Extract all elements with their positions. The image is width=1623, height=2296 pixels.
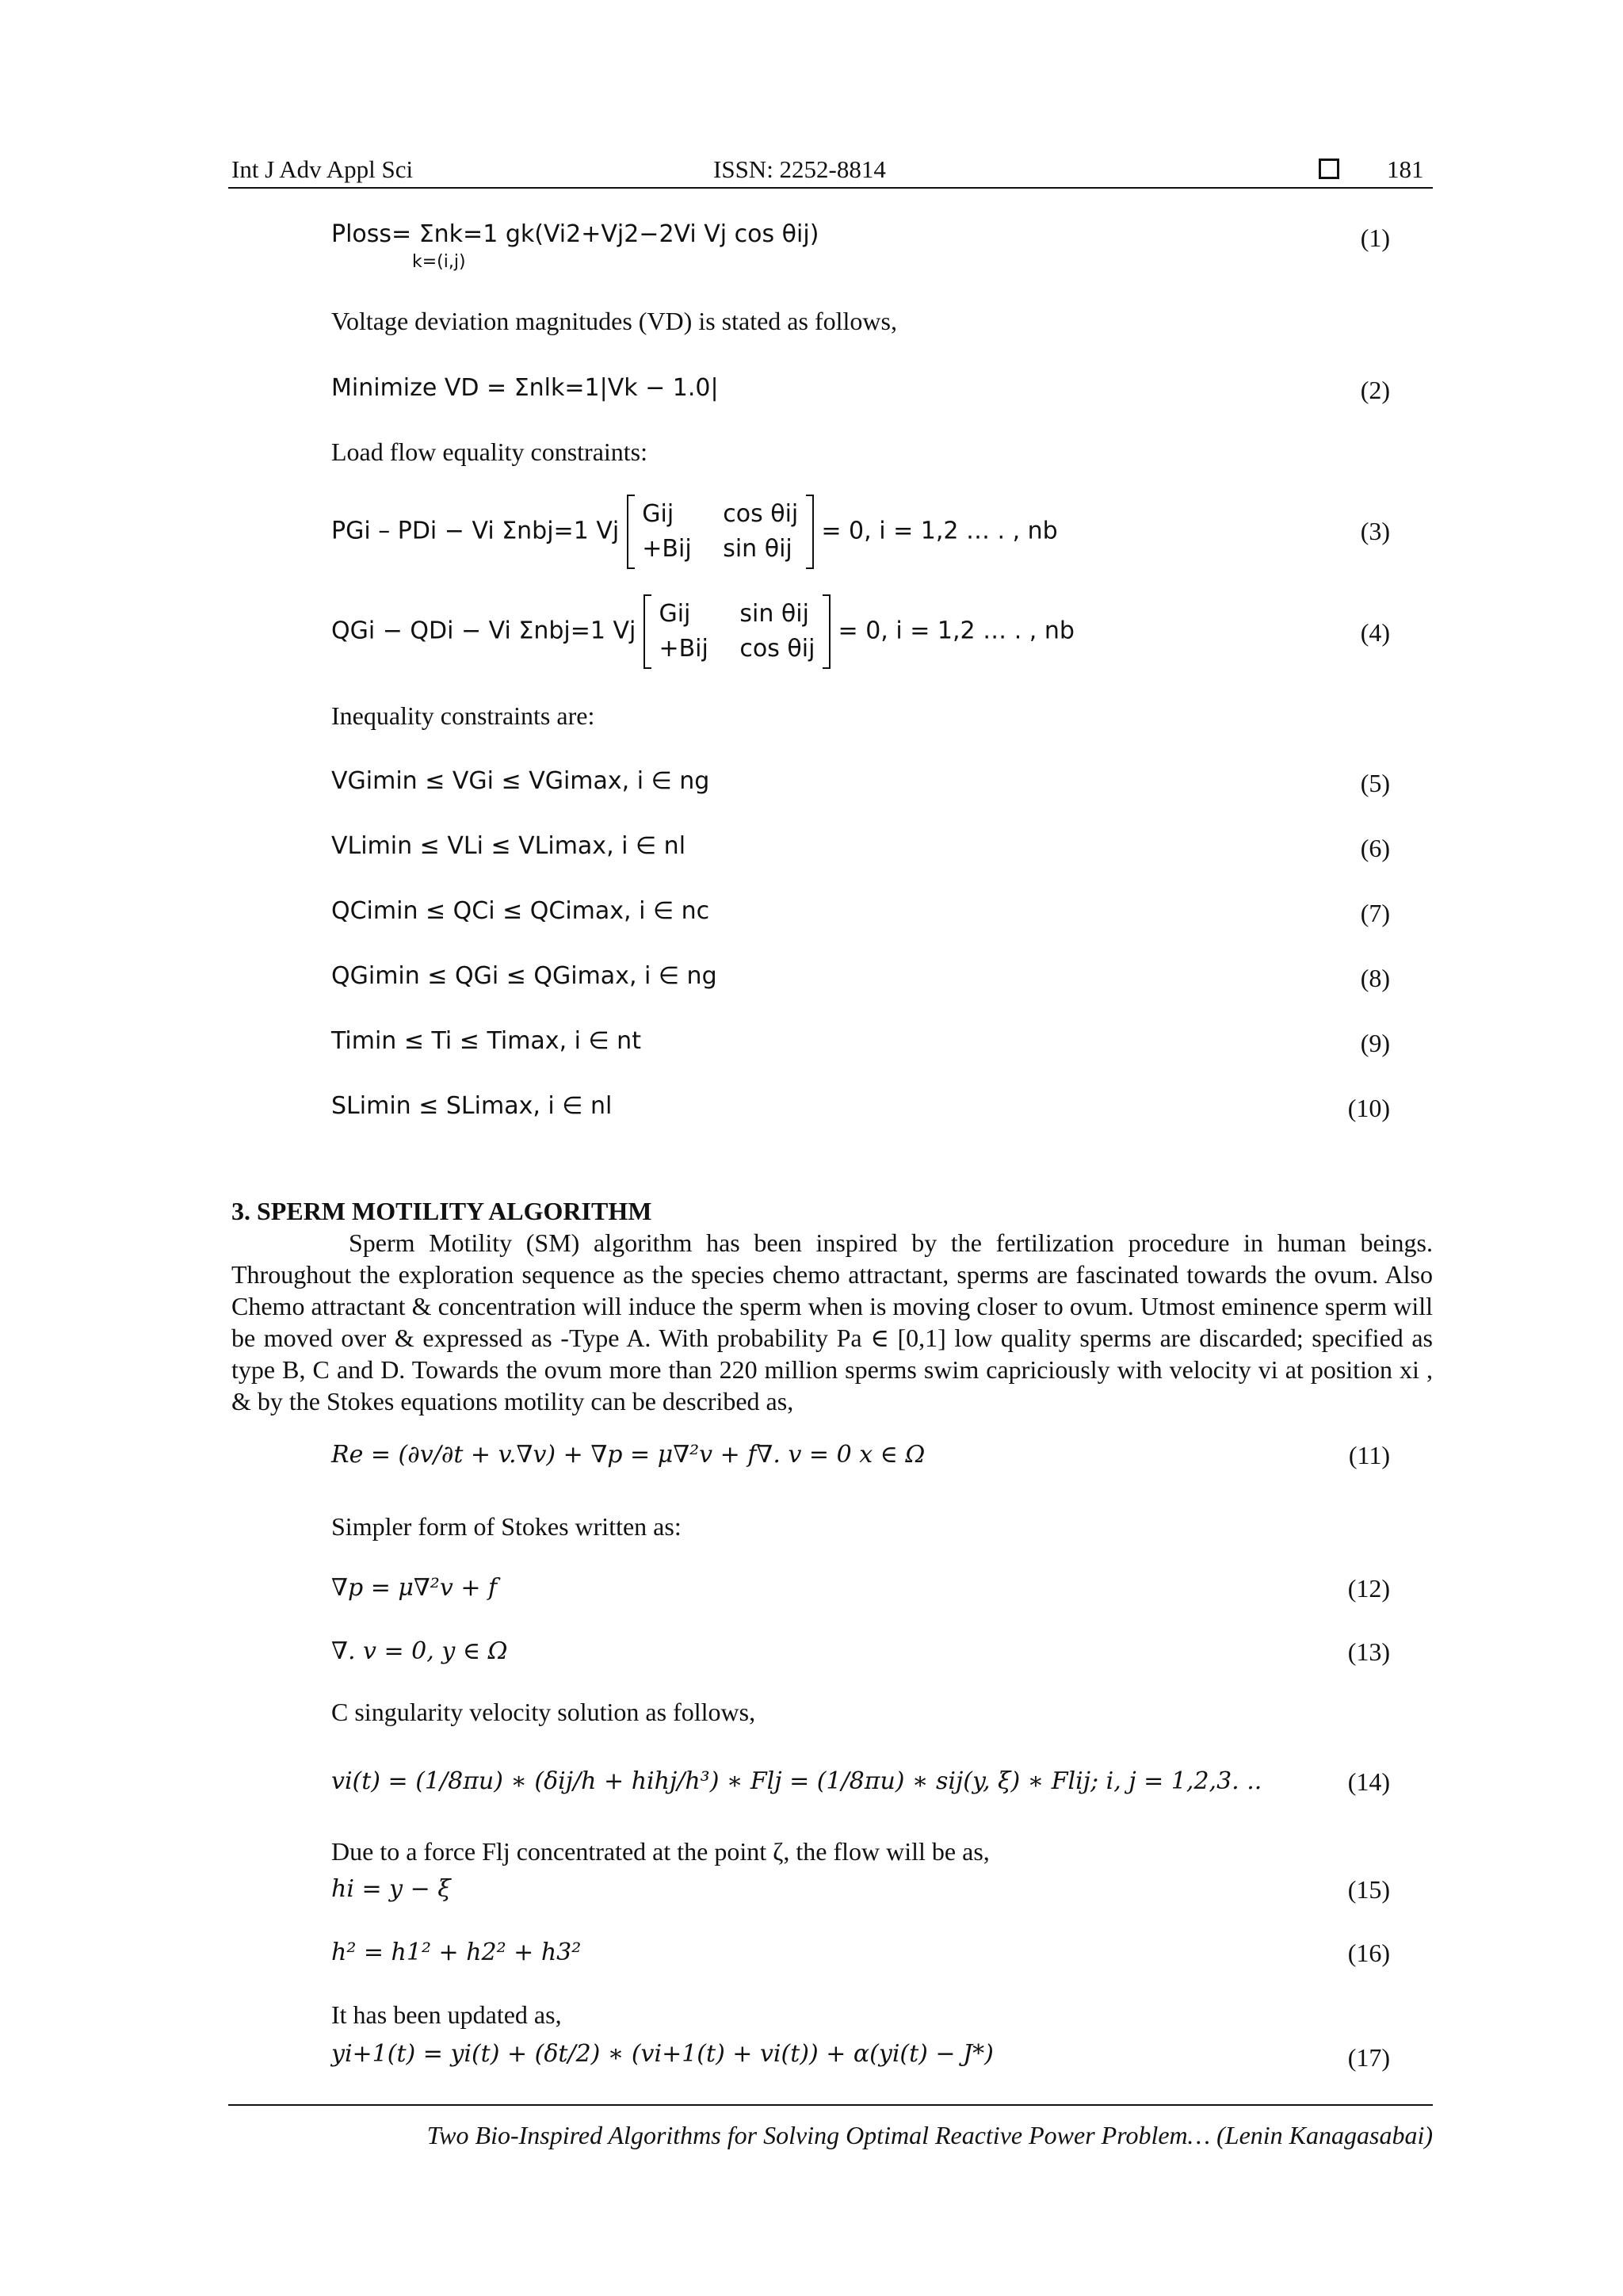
equation-4-matrix-col2	[739, 597, 815, 667]
equation-2-number: (2)	[1360, 376, 1390, 404]
equation-15: hi = y − ξ	[331, 1875, 451, 1903]
equation-3-rhs: = 0, i = 1,2 … . , nb	[821, 517, 1058, 545]
equation-5: VGimin ≤ VGi ≤ VGimax, i ∈ ng	[331, 767, 710, 795]
equation-1	[331, 220, 819, 248]
paragraph-inequality: Inequality constraints are:	[331, 701, 595, 730]
equation-3-number: (3)	[1360, 517, 1390, 545]
equation-3-m22: sin θij	[723, 535, 792, 563]
equation-15-number: (15)	[1347, 1875, 1390, 1904]
journal-name: Int J Adv Appl Sci	[231, 155, 414, 183]
page-number: 181	[1387, 155, 1424, 183]
equation-4-m12: sin θij	[739, 600, 809, 628]
equation-12-number: (12)	[1347, 1574, 1390, 1603]
equation-4-matrix-col1	[659, 597, 708, 667]
equation-3-m21: +Bij	[642, 535, 692, 563]
equation-10-number: (10)	[1347, 1094, 1390, 1122]
section-paragraph: Sperm Motility (SM) algorithm has been inspired by the fertilization procedure in human beings. Throughout the exploration sequence as the species chemo attractant, sperms are fascinated towards the ovum. Also Chemo attractant & concentration will induce the sperm when is moving closer to ovum. Utmost eminence sperm will be moved over & expressed as -Type A. With probability Pa ∈ [0,1] low quality sperms are discarded; specified as type B, C and D. Towards the ovum more than 220 million sperms swim capriciously with velocity vi at position xi , & by the Stokes equations motility can be described as,	[231, 1228, 1433, 1415]
equation-8: QGimin ≤ QGi ≤ QGimax, i ∈ ng	[331, 962, 717, 990]
equation-3-left-bracket	[627, 495, 635, 569]
paragraph-singularity: C singularity velocity solution as follows,	[331, 1698, 756, 1726]
checkbox-icon	[1319, 159, 1339, 179]
paragraph-load-flow: Load flow equality constraints:	[331, 437, 648, 466]
equation-1-subscript: k=(i,j)	[412, 252, 466, 272]
equation-16: h² = h1² + h2² + h3²	[331, 1939, 582, 1966]
paragraph-force: Due to a force Flj concentrated at the point ζ, the flow will be as,	[331, 1837, 990, 1866]
equation-3-matrix-col2	[723, 497, 798, 567]
equation-3-right-bracket	[806, 495, 814, 569]
equation-4-right-bracket	[823, 594, 831, 669]
equation-6-number: (6)	[1360, 834, 1390, 862]
equation-4-rhs: = 0, i = 1,2 … . , nb	[838, 617, 1075, 645]
section-heading: 3. SPERM MOTILITY ALGORITHM	[231, 1197, 652, 1225]
equation-7-number: (7)	[1360, 899, 1390, 927]
equation-13: ∇. v = 0, y ∈ Ω	[331, 1637, 508, 1665]
equation-14: vi(t) = (1/8πu) ∗ (δij/h + hihj/h³) ∗ Flj = (1/8πu) ∗ sij(y, ξ) ∗ Flij; i, j = 1,2,3. ..	[331, 1767, 1262, 1795]
equation-7: QCimin ≤ QCi ≤ QCimax, i ∈ nc	[331, 897, 710, 925]
equation-4-m21: +Bij	[659, 635, 708, 663]
equation-17-number: (17)	[1347, 2043, 1390, 2072]
equation-9: Timin ≤ Ti ≤ Timax, i ∈ nt	[331, 1027, 641, 1055]
equation-4	[331, 594, 1075, 669]
paragraph-stokes: Simpler form of Stokes written as:	[331, 1512, 682, 1541]
equation-3-m11: Gij	[642, 500, 674, 528]
equation-12: ∇p = μ∇²v + f	[331, 1574, 498, 1602]
equation-16-number: (16)	[1347, 1939, 1390, 1967]
paragraph-update: It has been updated as,	[331, 2000, 562, 2029]
equation-4-number: (4)	[1360, 618, 1390, 647]
equation-3	[331, 495, 1058, 569]
equation-13-number: (13)	[1347, 1637, 1390, 1666]
equation-1-number: (1)	[1360, 223, 1390, 252]
equation-3-m12: cos θij	[723, 500, 799, 528]
equation-3-matrix-col1	[642, 497, 691, 567]
equation-3-lhs: PGi – PDi − Vi Σnbj=1 Vj	[331, 517, 620, 545]
equation-8-number: (8)	[1360, 964, 1390, 992]
equation-9-number: (9)	[1360, 1029, 1390, 1057]
footer-rule	[228, 2104, 1433, 2106]
equation-4-m22: cos θij	[739, 635, 815, 663]
equation-4-m11: Gij	[659, 600, 691, 628]
issn: ISSN: 2252-8814	[713, 155, 886, 183]
paragraph-vd: Voltage deviation magnitudes (VD) is stated as follows,	[331, 307, 897, 335]
equation-4-left-bracket	[643, 594, 651, 669]
equation-1-body: Ploss= Σnk=1 gk(Vi2+Vj2−2Vi Vj cos θij)	[331, 220, 819, 248]
equation-10: SLimin ≤ SLimax, i ∈ nl	[331, 1092, 613, 1120]
equation-11: Re = (∂v/∂t + v.∇v) + ∇p = μ∇²v + f∇. v = 0 x ∈ Ω	[331, 1441, 926, 1469]
header-rule	[228, 187, 1433, 189]
equation-5-number: (5)	[1360, 769, 1390, 797]
equation-6: VLimin ≤ VLi ≤ VLimax, i ∈ nl	[331, 832, 686, 860]
equation-4-lhs: QGi − QDi − Vi Σnbj=1 Vj	[331, 617, 636, 645]
equation-14-number: (14)	[1347, 1767, 1390, 1796]
footer-title: Two Bio-Inspired Algorithms for Solving Optimal Reactive Power Problem… (Lenin Kanagasabai)	[426, 2121, 1433, 2149]
equation-17: yi+1(t) = yi(t) + (δt/2) ∗ (vi+1(t) + vi(t)) + α(yi(t) − J*)	[331, 2040, 994, 2068]
equation-11-number: (11)	[1348, 1441, 1390, 1469]
equation-2: Minimize VD = Σnlk=1|Vk − 1.0|	[331, 374, 719, 402]
